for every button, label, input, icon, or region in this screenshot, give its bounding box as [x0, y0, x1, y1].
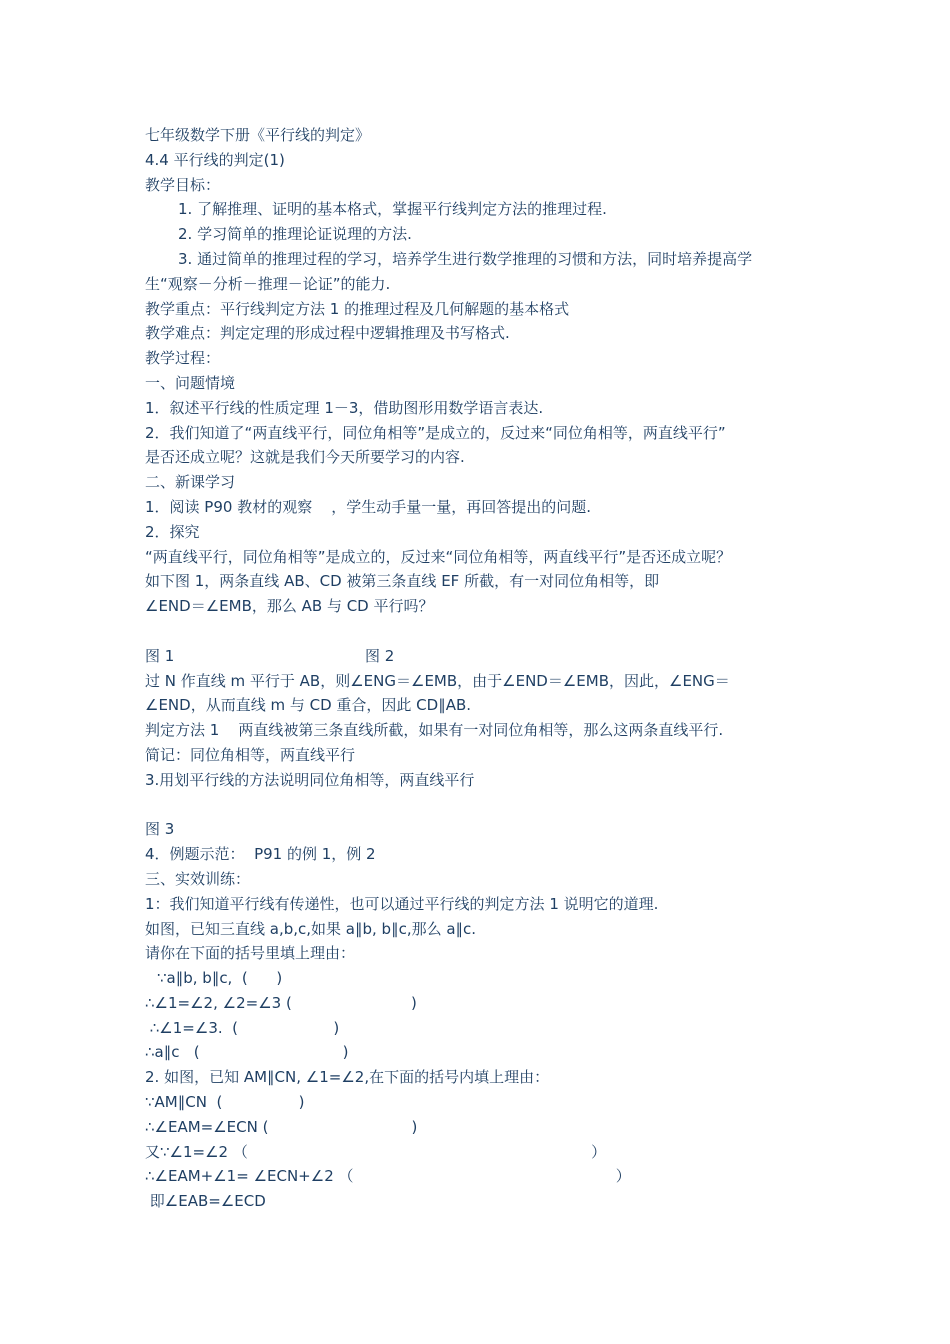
part2-line: “两直线平行，同位角相等”是成立的，反过来“同位角相等，两直线平行”是否还成立呢？ — [145, 547, 732, 566]
objective-item: 1. 了解推理、证明的基本格式，掌握平行线判定方法的推理过程. — [178, 200, 607, 219]
exercise2-step: 即∠EAB=∠ECD — [145, 1192, 266, 1211]
part1-item: 2．我们知道了“两直线平行，同位角相等”是成立的，反过来“同位角相等，两直线平行” — [145, 423, 726, 442]
reasoning-line: ∠END，从而直线 m 与 CD 重合，因此 CD∥AB. — [145, 696, 472, 715]
part3-heading: 三、实效训练： — [145, 869, 251, 888]
part2-line: ∠END＝∠EMB，那么 AB 与 CD 平行吗？ — [145, 597, 434, 616]
objective-item-continuation: 生“观察－分析－推理－论证”的能力. — [145, 274, 391, 293]
difficulty: 教学难点：判定定理的形成过程中逻辑推理及书写格式. — [145, 324, 510, 343]
exercise2-step: ∴∠EAM=∠ECN ( ) — [145, 1117, 418, 1136]
exercise2-step: ∴∠EAM+∠1= ∠ECN+∠2 （ ） — [145, 1167, 631, 1186]
section-title: 4.4 平行线的判定(1) — [145, 150, 285, 169]
key-point: 教学重点：平行线判定方法 1 的推理过程及几何解题的基本格式 — [145, 299, 570, 318]
process-heading: 教学过程： — [145, 349, 221, 368]
blank-line — [145, 619, 825, 644]
exercise1-step: ∴∠1=∠3. ( ) — [145, 1018, 340, 1037]
objectives-heading: 教学目标： — [145, 175, 221, 194]
exercise2-step: ∵AM∥CN ( ) — [145, 1093, 305, 1112]
exercise2-step: 又∵∠1=∠2 （ ） — [145, 1142, 607, 1161]
part2-line: 1．阅读 P90 教材的观察 ，学生动手量一量，再回答提出的问题. — [145, 497, 592, 516]
document-body — [145, 123, 825, 1214]
reasoning-line: 简记：同位角相等，两直线平行 — [145, 745, 356, 764]
figure-labels: 图 1 图 2 — [145, 646, 395, 665]
objective-item: 2. 学习简单的推理论证说理的方法. — [178, 225, 412, 244]
objective-item: 3. 通过简单的推理过程的学习，培养学生进行数学推理的习惯和方法，同时培养提高学 — [178, 249, 753, 268]
part2-line: 如下图 1，两条直线 AB、CD 被第三条直线 EF 所截，有一对同位角相等，即 — [145, 572, 660, 591]
part2-heading: 二、新课学习 — [145, 473, 236, 492]
exercise1-step: ∴∠1=∠2, ∠2=∠3 ( ) — [145, 993, 417, 1012]
part2-line: 2．探究 — [145, 522, 200, 541]
part1-item: 是否还成立呢？这就是我们今天所要学习的内容. — [145, 448, 465, 467]
part1-heading: 一、问题情境 — [145, 373, 236, 392]
reasoning-line: 3.用划平行线的方法说明同位角相等，两直线平行 — [145, 770, 475, 789]
blank-line — [145, 793, 825, 818]
exercise2-intro: 2. 如图，已知 AM∥CN, ∠1=∠2,在下面的括号内填上理由： — [145, 1068, 550, 1087]
exercise1-step: ∵a∥b, b∥c, ( ) — [157, 969, 283, 988]
document-title: 七年级数学下册《平行线的判定》 — [145, 126, 371, 144]
exercise1-line: 请你在下面的括号里填上理由： — [145, 944, 356, 963]
exercise1-step: ∴a∥c ( ) — [145, 1043, 349, 1062]
reasoning-line: 过 N 作直线 m 平行于 AB，则∠ENG＝∠EMB，由于∠END＝∠EMB，因此，∠ENG＝ — [145, 671, 730, 690]
part1-item: 1．叙述平行线的性质定理 1－3，借助图形用数学语言表达. — [145, 398, 544, 417]
reasoning-line: 判定方法 1 两直线被第三条直线所截，如果有一对同位角相等，那么这两条直线平行. — [145, 721, 724, 740]
example-line: 4．例题示范： P91 的例 1，例 2 — [145, 845, 376, 864]
exercise1-line: 如图，已知三直线 a,b,c,如果 a∥b, b∥c,那么 a∥c. — [145, 919, 477, 938]
exercise1-line: 1：我们知道平行线有传递性，也可以通过平行线的判定方法 1 说明它的道理. — [145, 894, 659, 913]
figure3-label: 图 3 — [145, 820, 175, 839]
